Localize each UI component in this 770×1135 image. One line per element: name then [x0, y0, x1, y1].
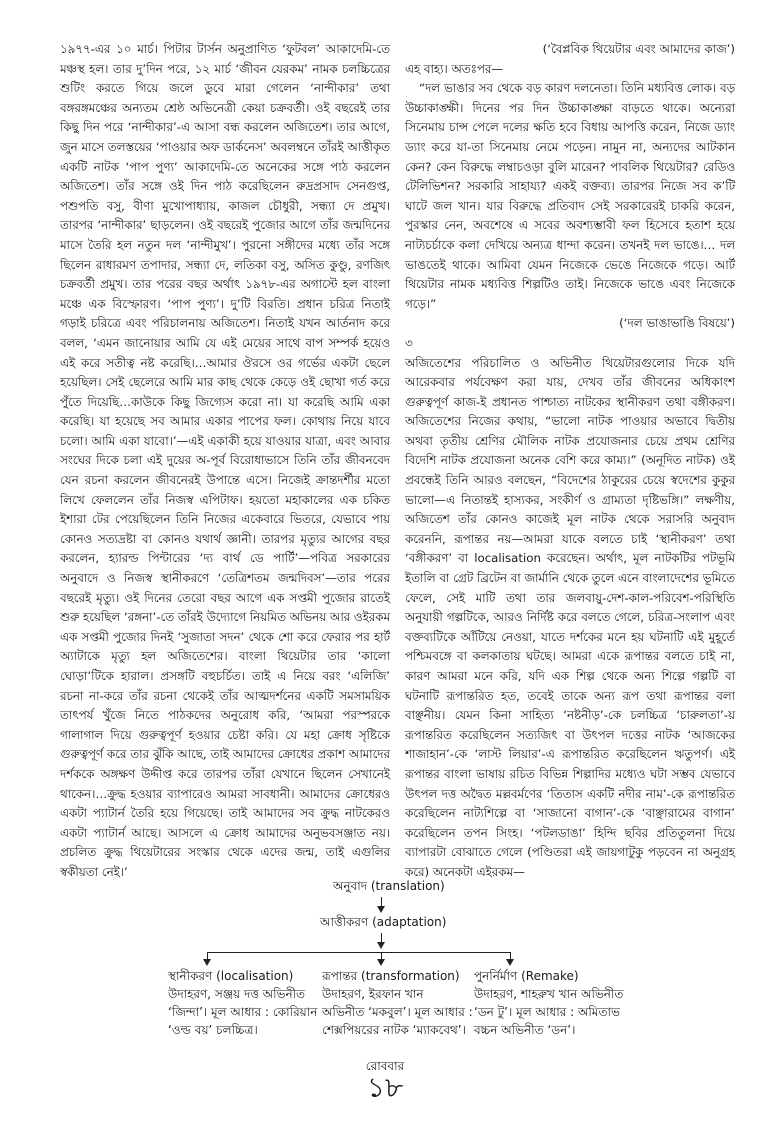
branch-title: পুনর্নির্মাণ (Remake): [474, 969, 579, 983]
branch-line: [207, 952, 510, 953]
arrow-down-icon: [377, 942, 385, 949]
branch-line2: অভিনীত ‘মকবুল’। মূল আধার :: [322, 1005, 473, 1019]
right-column: [405, 40, 735, 883]
left-column: [60, 40, 390, 883]
arrow-down-icon: [203, 959, 211, 966]
arrow-down-icon: [377, 959, 385, 966]
left-paragraph: ১৯৭৭-এর ১০ মার্চ। পিটার টার্সন অনুপ্রাণিত ‘ফুটবল’ আকাদেমি-তে মঞ্চস্থ হল। তার দু’দিন পরে, ১২ মার্চ ‘জীবন যেরকম’ নামক চলচ্চিত্রের শুটিং করতে গিয়ে জলে ডুবে মারা গেলেন ‘নান্দীকার’ তথা বঙ্গরঙ্গমঞ্চের অন্যতম শ্রেষ্ঠ অভিনেত্রী কেয়া চক্রবর্তী। ওই বছরেই তার কিছু দিন পরে ‘নান্দীকার’-এ আসা বন্ধ করলেন অজিতেশ। তার আগে, জুন মাসে তলস্তয়ের ‘পাওয়ার অফ ডার্কনেস’ অবলম্বনে তাঁরই আত্তীকৃত একটি নাটক ‘পাপ পুণ্য’ আকাদেমি-তে অনেকের সঙ্গে পাঠ করলেন অজিতেশ। তাঁর সঙ্গে ওই দিন পাঠ করেছিলেন রুদ্রপ্রসাদ সেনগুপ্ত, পশুপতি বসু, বীণা মুখোপাধ্যায়, কাজল চৌধুরী, সন্ধ্যা দে প্রমুখ। তারপর ‘নান্দীকার’ ছাড়লেন। ওই বছরেই পুজোর আগে তাঁর জন্মদিনের মাসে তৈরি হল নতুন দল ‘নান্দীমুখ’। পুরনো সঙ্গীদের মধ্যে তাঁর সঙ্গে ছিলেন রাধারমণ তপাদার, সন্ধ্যা দে, লতিকা বসু, অসিত কুণ্ডু, রণজিৎ চক্রবর্তী প্রমুখ। তার পরের বছর অর্থাৎ ১৯৭৮-এর অগাস্টে হল বাংলা মঞ্চে এক বিস্ফোরণ। ‘পাপ পুণ্য’। দু’টি বিরতি। প্রধান চরিত্র নিতাই গড়াই চরিত্রে এবং পরিচালনায় অজিতেশ। নিতাই যখন আর্তনাদ করে বলল, ‘এমন জানোয়ার আমি যে এই মেয়ের সাথে বাপ সম্পর্ক হয়েও এই করে সতীত্ব নষ্ট করেছি।…আমার ঔরসে ওর গর্ভের একটা ছেলে হয়েছিল। সেই ছেলেরে আমি মার কাছ থেকে কেড়ে ওই ছোখা গর্ত করে পুঁতে দিয়েছি…কাউকে কিছু জিগ্যেস করো না। যা করেছি আমি একা করেছি। যা হয়েছে সব আমার একার পাপের ফল। কোথায় নিয়ে যাবে চলো। আমি একা যাবো।’—এই একাকী হয়ে যাওয়ার যাত্রা, এবং আবার সংঘের দিকে চলা এই দুয়ের অ-পূর্ব বিরোধাভাসে তিনি তাঁর জীবনবেদ যেন রচনা করলেন জীবনেরই উপান্তে এসে। নিজেই ক্রান্তদর্শীর মতো লিখে ফেললেন তাঁর নিজস্ব এপিটাফ। হয়তো মহাকালের এক চকিত ইশারা টের পেয়েছিলেন তিনি নিজের একেবারে ভিতরে, যেভাবে পায় কোনও সত্যদ্রষ্টা বা কোনও যথার্থ জ্ঞানী। তারপর মৃত্যুর আগের বছর করলেন, হ্যারল্ড পিন্টারের ‘দ্য বার্থ ডে পার্টি’—পবিত্র সরকারের অনুবাদে ও নিজস্ব স্থানীকরণে ‘তেত্রিশতম জন্মদিবস’—তার পরের বছরেই মৃত্যু। ওই দিনের তেরো বছর আগে এক সপ্তমী পুজোর রাতেই শুরু হয়েছিল ‘রঙ্গনা’-তে তাঁরই উদ্যোগে নিয়মিত অভিনয় আর ওইরকম এক সপ্তমী পুজোর দিনই ‘সুজাতা সদন’ থেকে শো করে ফেরার পর হার্ট অ্যাটাকে মৃত্যু হল অজিতেশের। বাংলা থিয়েটার তার ‘কালো ঘোড়া’টিকে হারাল। প্রসঙ্গটি বহুচর্চিত। তাই এ নিয়ে বরং ‘এলিজি’ রচনা না-করে তাঁর রচনা থেকেই তাঁর আত্মদর্শনের একটি সমসাময়িক তাৎপর্য খুঁজে নিতে পাঠকদের অনুরোধ করি, ‘আমরা পরস্পরকে গালাগাল দিয়ে গুরুত্বপূর্ণ হওয়ার চেষ্টা করি। যে মহা ক্রোধ সৃষ্টিকে গুরুত্বপূর্ণ করে তার ঝুঁকি আছে, তাই আমাদের ক্রোধের প্রকাশ আমাদের দর্শককে অঙ্গক্ষণ উদ্দীপ্ত করে তারপর তাঁরা যেখানে ছিলেন সেখানেই থাকেন।…ক্রুদ্ধ হওয়ার ব্যাপারেও আমরা সাবধানী। আমাদের ক্রোধেরও একটা প্যাটার্ন তৈরি হয়ে গিয়েছে। তাই আমাদের সব ক্রুদ্ধ নাটকেরও একটা প্যাটার্ন আছে। আসলে এ ক্রোধ আমাদের অনুভবসঞ্জাত নয়। প্রচলিত ক্রুদ্ধ থিয়েটারের সংস্কার থেকে এদের জন্ম, তাই এগুলির স্বকীয়তা নেই।’: [60, 42, 390, 879]
branch-remake: [474, 967, 654, 1039]
branch-line1: উদাহরণ, শাহরুখ খান অভিনীত: [474, 987, 624, 1001]
arrow-down-icon: [506, 959, 514, 966]
branch-line2: ‘ডন টু’। মূল আধার : অমিতাভ: [474, 1005, 620, 1019]
magazine-name: রোববার: [365, 1059, 405, 1073]
branch-title: স্থানীকরণ (localisation): [168, 969, 294, 983]
branch-line1: উদাহরণ, ইরফান খান: [322, 987, 424, 1001]
branch-localisation: [168, 967, 338, 1039]
diagram-middle-node: আত্তীকরণ (adaptation): [320, 915, 447, 929]
diagram-top-node: অনুবাদ (translation): [333, 879, 445, 893]
page-number: ১৮: [366, 1071, 404, 1104]
quote-paragraph: “দল ভাঙার সব থেকে বড় কারণ দলনেতা। তিনি মধ্যবিত্ত লোক। বড় উচ্চাকাঙ্ক্ষী। দিনের পর দিন উচ্চাকাঙ্ক্ষা বাড়তে থাকে। অন্যেরা সিনেমায় চান্স পেলে দলের ক্ষতি হবে বিধায় আপত্তি করেন, নিজে ড্যাং ড্যাং করে যা-তা সিনেমায় নেমে পড়েন। নামুন না, অন্যদের আটকান কেন? কেন বিরুদ্ধে লম্বাচওড়া বুলি মারেন? পাবলিক থিয়েটার? রেডিও টেলিভিশন? সরকারি সাহায্য? একই বক্তব্য। তারপর নিজে সব ক’টি ঘাটে জল খান। যার বিরুদ্ধে প্রতিবাদ সেই সরকারেরই চাকরি করেন, পুরস্কার নেন, অবশেষে এ সবের অবশ্যম্ভাবী ফল হিসেবে হতাশ হয়ে নাট্যচর্চাকে কলা দেখিয়ে অন্যত্র ধান্দা করেন। তখনই দল ভাঙে।… দল ভাঙতেই থাকে। আমিবা যেমন নিজেকে ভেঙে নিজেকে গড়ে। আর্ট থিয়েটার নামক মধ্যবিত্ত শিল্পটিও তাই। নিজেকে ভাঙে এবং নিজেকে গড়ে।”: [405, 81, 735, 311]
branch-transformation: [322, 967, 492, 1039]
right-paragraph: অজিতেশের পরিচালিত ও অভিনীত থিয়েটারগুলোর দিকে যদি আরেকবার পর্যবেক্ষণ করা যায়, দেখব তাঁর জীবনের অধিকাংশ গুরুত্বপূর্ণ কাজ-ই প্রধানত পাশ্চাত্য নাটকের স্থানীকরণ তথা বঙ্গীকরণ। অজিতেশের নিজের কথায়, “ভালো নাটক পাওয়ার অভাবে দ্বিতীয় অথবা তৃতীয় শ্রেণির মৌলিক নাটক প্রযোজনার চেয়ে প্রথম শ্রেণির বিদেশি নাটক প্রযোজনা অনেক বেশি করে কাম্য।” (অনূদিত নাটক) ওই প্রবন্ধেই তিনি আরও বলছেন, “বিদেশের ঠাকুরের চেয়ে স্বদেশের কুকুর ভালো—এ নিতান্তই হাস্যকর, সংকীর্ণ ও গ্রাম্যতা দৃষ্টিভঙ্গি।” লক্ষণীয়, অজিতেশ তাঁর কোনও কাজেই মূল নাটক থেকে সরাসরি অনুবাদ করেননি, রূপান্তর নয়—আমরা যাকে বলতে চাই ‘স্থানীকরণ’ তথা ‘বঙ্গীকরণ’ বা localisation করেছেন। অর্থাৎ, মূল নাটকটির পটভূমি ইতালি বা গ্রেট ব্রিটেন বা জার্মানি থেকে তুলে এনে বাংলাদেশের ভূমিতে ফেলে, সেই মাটি তথা তার জলবায়ু-দেশ-কাল-পরিবেশ-পরিস্থিতি অনুযায়ী গল্পটিকে, আরও নির্দিষ্ট করে বলতে গেলে, চরিত্র-সংলাপ এবং বক্তব্যটিকে আঁটিয়ে নেওয়া, যাতে দর্শকের মনে হয় ঘটনাটি এই মুহূর্তে পশ্চিমবঙ্গে বা কলকাতায় ঘটছে। আমরা একে রূপান্তর বলতে চাই না, কারণ আমরা মনে করি, যদি এক শিল্প থেকে অন্য শিল্পে গল্পটি বা ঘটনাটি রূপান্তরিত হত, তবেই তাকে অন্য রূপ তথা রূপান্তর বলা বাঞ্ছনীয়। যেমন কিনা সাহিত্য ‘নষ্টনীড়’-কে চলচ্চিত্র ‘চারুলতা’-য় রূপান্তরিত করেছিলেন সত্যজিৎ বা উৎপল দত্তের নাটক ‘আজকের শাজাহান’-কে ‘লাস্ট লিয়ার’-এ রূপান্তরিত করেছিলেন ঋতুপর্ণ। এই রূপান্তর বাংলা ভাষায় রচিত বিভিন্ন শিল্পাদির মধ্যেও ঘটা সম্ভব যেভাবে উৎপল দত্ত অদ্বৈত মল্লবর্মণের ‘তিতাস একটি নদীর নাম’-কে রূপান্তরিত করেছিলেন নাট্যশিল্পে বা ‘সাজানো বাগান’-কে ‘বাঞ্ছারামের বাগান’ করেছিলেন তপন সিংহ। ‘পটলডাঙা’ হিন্দি ছবির প্রতিতুলনা দিয়ে ব্যাপারটা বোঝাতে গেলে (পণ্ডিতরা এই জায়গাটুকু পড়বেন না অনুগ্রহ করে) অনেকটা এইরকম—: [405, 355, 735, 879]
branch-line3: ‘ওল্ড বয়’ চলচ্চিত্র।: [168, 1023, 258, 1037]
branch-line3: বচ্চন অভিনীত ‘ডন’।: [474, 1023, 576, 1037]
intro-line: এহ বাহ্য। অতঃপর—: [405, 61, 504, 76]
section-number: ৩: [405, 335, 413, 350]
adaptation-diagram: [0, 875, 770, 1065]
branch-line2: ‘জিন্দা’। মূল আধার : কোরিয়ান: [168, 1005, 318, 1019]
arrow-down-icon: [377, 906, 385, 913]
source-caption-1: (‘বৈপ্লবিক থিয়েটার এবং আমাদের কাজ’): [542, 42, 735, 56]
source-caption-2: (‘দল ভাঙাভাঙি বিষয়ে’): [619, 316, 735, 331]
branch-line3: শেক্সপিয়রের নাটক ‘ম্যাকবেথ’।: [322, 1023, 466, 1037]
branch-line1: উদাহরণ, সঞ্জয় দত্ত অভিনীত: [168, 987, 306, 1001]
branch-title: রূপান্তর (transformation): [322, 969, 460, 983]
